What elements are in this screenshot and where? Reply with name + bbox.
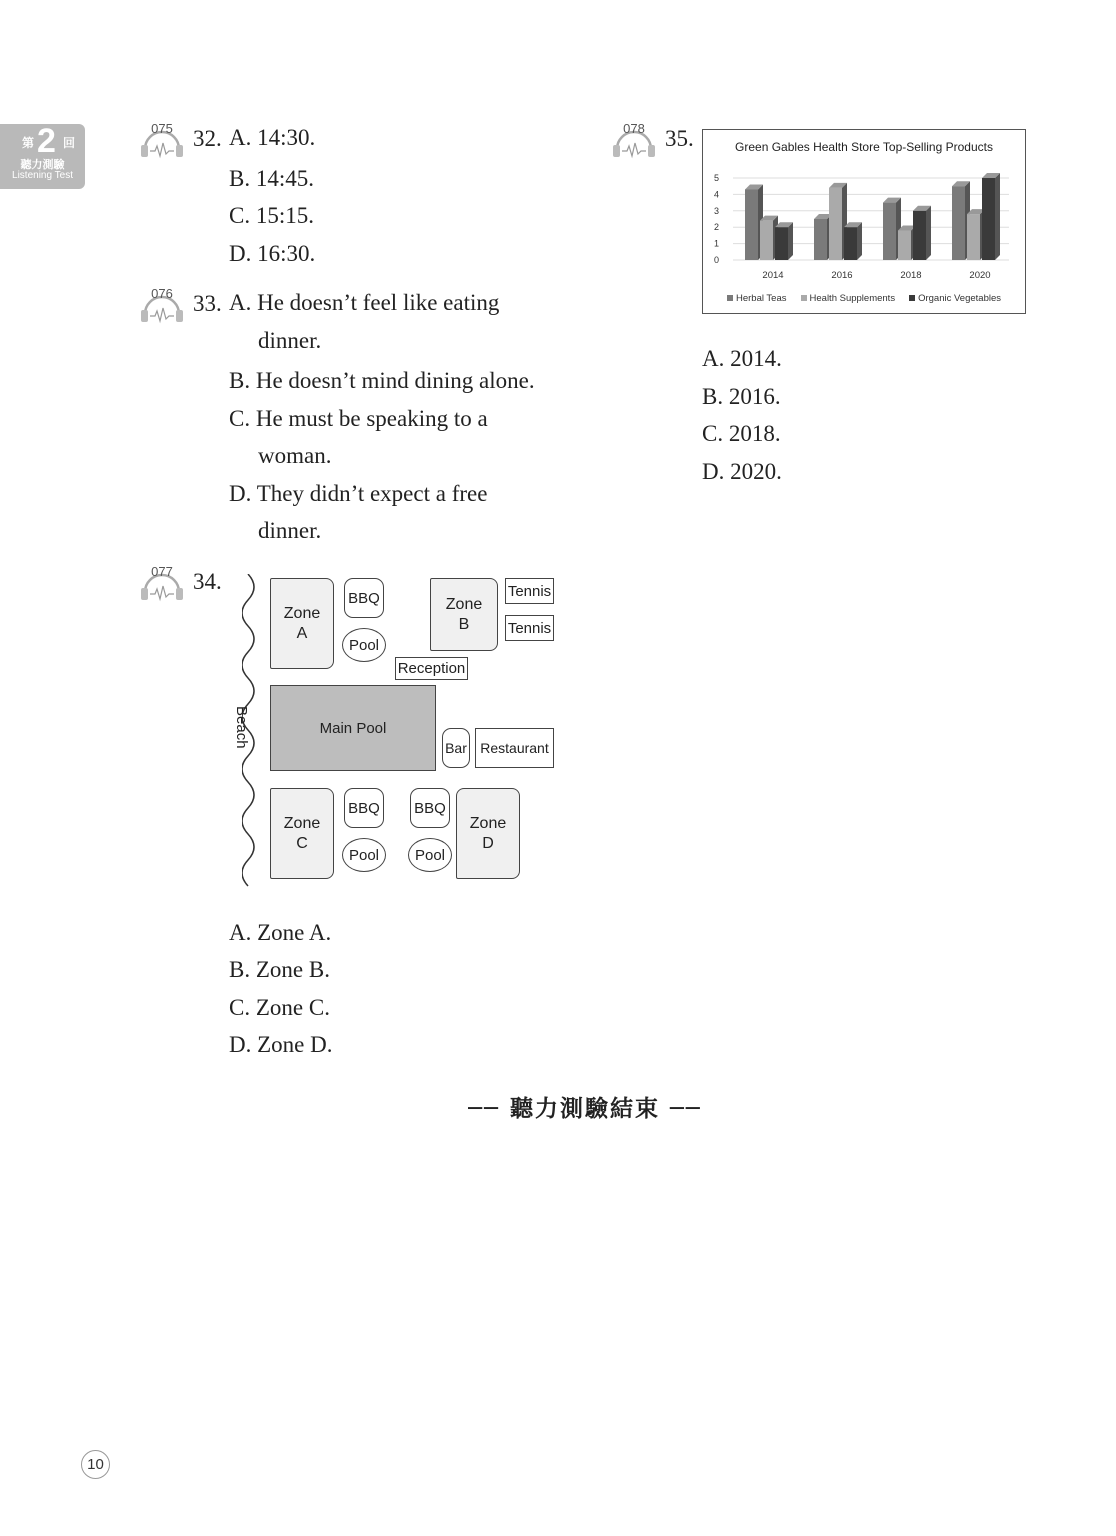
y-tick-label: 1: [713, 238, 719, 249]
zone-b-label-1: Zone: [445, 595, 483, 613]
legend-entry-0: [727, 293, 787, 304]
bar-herbal-teas: [952, 186, 965, 260]
chart-title: Green Gables Health Store Top-Selling Products: [735, 140, 993, 154]
legend-swatch: [801, 295, 807, 301]
x-tick-label: 2016: [831, 270, 853, 281]
headphone-icon[interactable]: [611, 121, 657, 161]
bar-side: [995, 173, 1000, 260]
q32-option-c[interactable]: C. 15:15.: [229, 203, 314, 228]
tab-zh-label: 聽力測驗: [20, 158, 65, 171]
x-tick-label: 2014: [762, 270, 784, 281]
q35-option-b[interactable]: B. 2016.: [702, 384, 781, 409]
restaurant: Restaurant: [475, 728, 554, 768]
zone-b-label-2: B: [458, 615, 470, 633]
zone-d-label-2: D: [482, 834, 494, 852]
track-number: 077: [151, 564, 173, 579]
track-number: 078: [623, 121, 645, 136]
resort-map: [228, 570, 568, 895]
beach-label: Beach: [233, 706, 250, 749]
y-tick-label: 3: [713, 205, 719, 216]
legend-swatch: [909, 295, 915, 301]
tab-en-label: Listening Test: [12, 170, 73, 181]
headphone-icon[interactable]: [139, 121, 185, 161]
bbq-c: BBQ: [344, 788, 384, 828]
main-pool: Main Pool: [270, 685, 436, 771]
q35-option-c[interactable]: C. 2018.: [702, 421, 781, 446]
tennis-court-1: Tennis: [505, 578, 554, 604]
q32-option-b[interactable]: B. 14:45.: [229, 166, 314, 191]
bar-organic-vegetables: [913, 211, 926, 260]
q32-option-a[interactable]: A. 14:30.: [229, 125, 316, 150]
question-34-number: 34.: [193, 569, 222, 594]
zone-a-label-1: Zone: [283, 604, 321, 622]
bar-organic-vegetables: [982, 178, 995, 260]
tennis-court-2: Tennis: [505, 615, 554, 641]
zone-a[interactable]: [270, 578, 334, 669]
q34-option-b[interactable]: B. Zone B.: [229, 957, 330, 982]
legend-entry-1: [801, 293, 896, 304]
chart-legend: [703, 293, 1025, 304]
bar-health-supplements: [967, 214, 980, 260]
bar: Bar: [442, 728, 470, 768]
tab-di: 第: [22, 136, 35, 150]
y-tick-label: 0: [713, 255, 719, 265]
zone-d[interactable]: [456, 788, 520, 879]
headphone-icon[interactable]: [139, 564, 185, 604]
bar-organic-vegetables: [844, 227, 857, 260]
q33-option-d-cont[interactable]: dinner.: [258, 518, 322, 543]
bar-chart: [702, 129, 1026, 314]
zone-a-label-2: A: [296, 624, 308, 642]
zone-c-label-1: Zone: [283, 814, 321, 832]
q35-option-a[interactable]: A. 2014.: [702, 346, 782, 371]
question-35-number: 35.: [665, 126, 694, 151]
pool-d: Pool: [408, 838, 452, 872]
reception: Reception: [395, 657, 468, 680]
legend-entry-2: [909, 293, 1001, 304]
q33-option-a[interactable]: A. He doesn’t feel like eating: [229, 290, 500, 315]
y-tick-label: 2: [713, 222, 719, 233]
legend-swatch: [727, 295, 733, 301]
chart-plot: [703, 130, 1027, 290]
bar-herbal-teas: [883, 203, 896, 260]
q33-option-c[interactable]: C. He must be speaking to a: [229, 406, 488, 431]
x-tick-label: 2018: [900, 270, 922, 281]
q33-option-c-cont[interactable]: woman.: [258, 443, 332, 468]
page-number: 10: [81, 1450, 110, 1479]
bar-health-supplements: [829, 188, 842, 260]
tab-number: 2: [37, 122, 56, 160]
q34-option-d[interactable]: D. Zone D.: [229, 1032, 333, 1057]
question-33-number: 33.: [193, 291, 222, 316]
q33-option-a-cont[interactable]: dinner.: [258, 328, 322, 353]
headphone-icon[interactable]: [139, 286, 185, 326]
q34-option-c[interactable]: C. Zone C.: [229, 995, 330, 1020]
bar-side: [857, 222, 862, 260]
q33-option-b[interactable]: B. He doesn’t mind dining alone.: [229, 368, 535, 393]
question-32-number: 32.: [193, 126, 222, 151]
zone-c[interactable]: [270, 788, 334, 879]
track-number: 076: [151, 286, 173, 301]
bar-organic-vegetables: [775, 227, 788, 260]
q33-option-d[interactable]: D. They didn’t expect a free: [229, 481, 488, 506]
y-tick-label: 4: [713, 189, 719, 200]
pool-a: Pool: [342, 628, 386, 662]
section-tab: [0, 124, 85, 189]
zone-c-label-2: C: [296, 834, 308, 852]
legend-label: Herbal Teas: [735, 293, 787, 304]
zone-b[interactable]: [430, 578, 498, 651]
q35-option-d[interactable]: D. 2020.: [702, 459, 782, 484]
zone-d-label-1: Zone: [469, 814, 507, 832]
legend-label: Health Supplements: [809, 293, 896, 304]
bar-herbal-teas: [814, 219, 827, 260]
bbq-d: BBQ: [410, 788, 450, 828]
track-number: 075: [151, 121, 173, 136]
q32-option-d[interactable]: D. 16:30.: [229, 241, 316, 266]
pool-c: Pool: [342, 838, 386, 872]
q34-option-a[interactable]: A. Zone A.: [229, 920, 332, 945]
y-tick-label: 5: [713, 173, 719, 183]
end-of-listening-test: ── 聽力測驗結束 ──: [468, 1095, 702, 1122]
bar-health-supplements: [898, 230, 911, 260]
bar-health-supplements: [760, 221, 773, 260]
bbq-a: BBQ: [344, 578, 384, 618]
bar-side: [926, 206, 931, 260]
legend-label: Organic Vegetables: [918, 293, 1001, 304]
tab-hui: 回: [63, 136, 76, 150]
bar-side: [788, 222, 793, 260]
x-tick-label: 2020: [969, 270, 991, 281]
bar-herbal-teas: [745, 189, 758, 260]
